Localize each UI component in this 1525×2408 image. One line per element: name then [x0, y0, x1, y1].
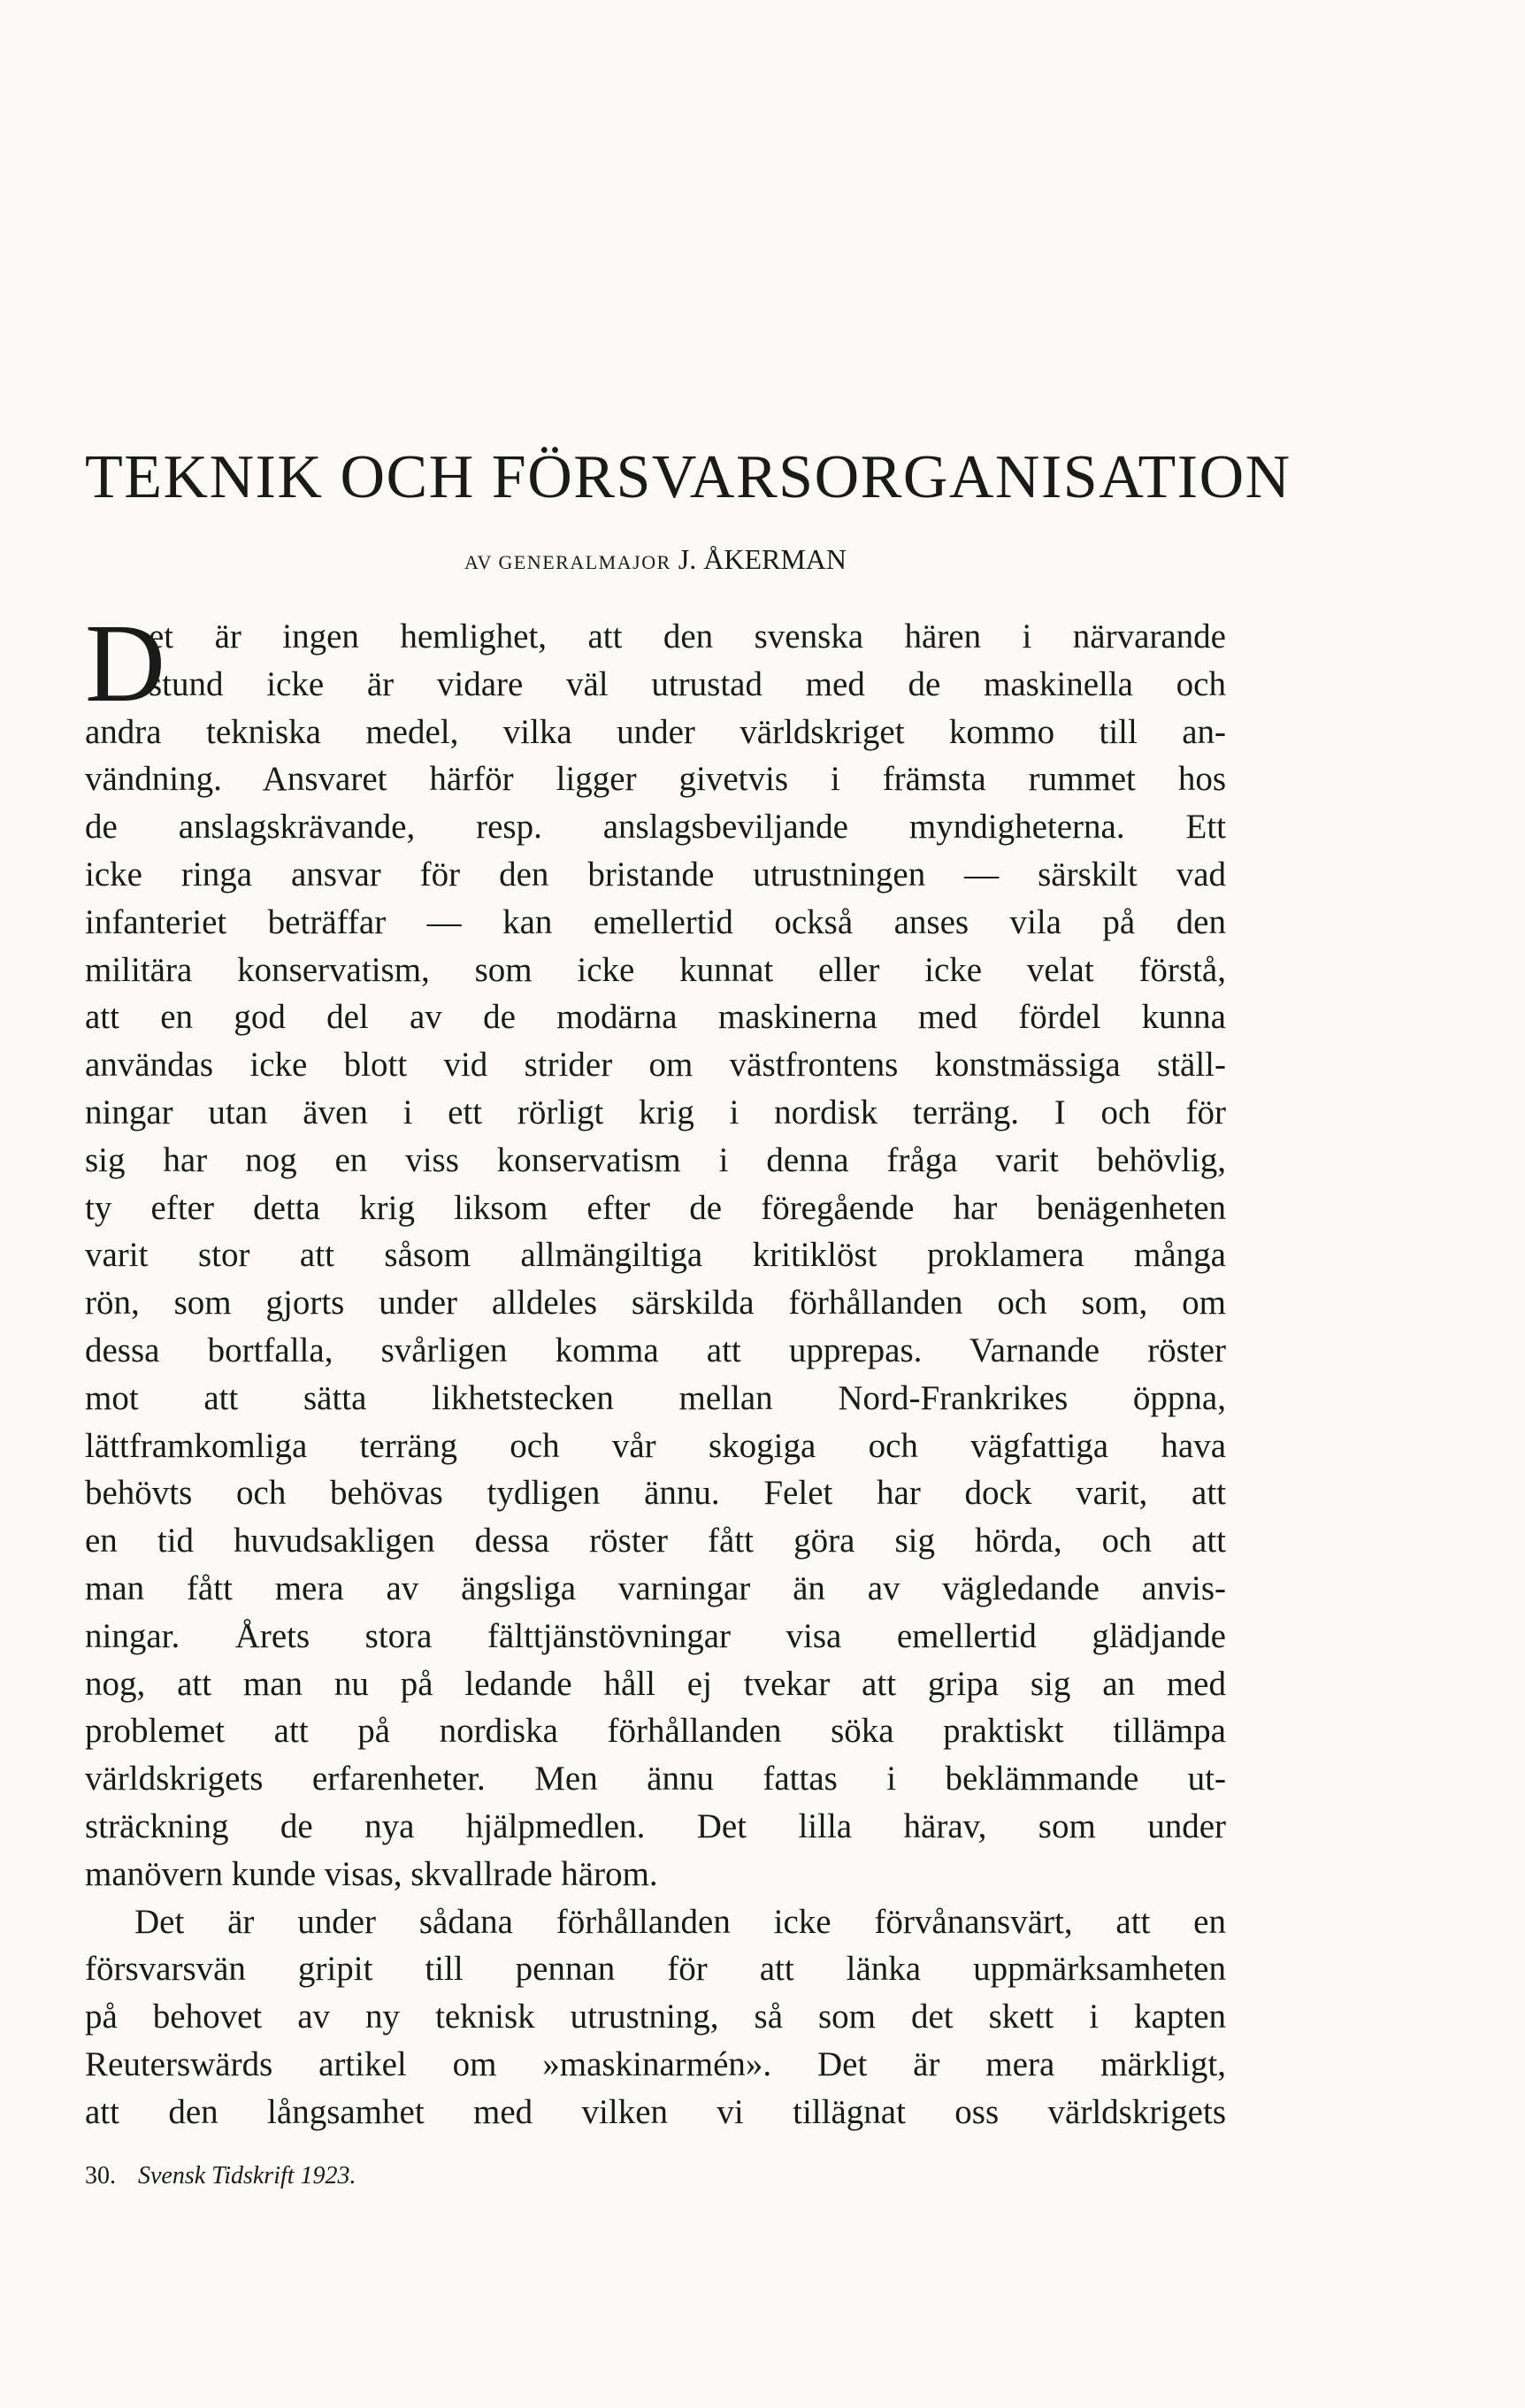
byline: [85, 541, 1226, 580]
text-line: de anslagskrävande, resp. anslagsbeviljande myndigheterna. Ett: [85, 808, 1226, 847]
text-line: Reuterswärds artikel om »maskinarmén». Det är mera märkligt,: [85, 2044, 1226, 2083]
text-line: manövern kunde visas, skvallrade härom.: [85, 1854, 658, 1893]
text-line: dessa bortfalla, svårligen komma att upprepas. Varnande röster: [85, 1331, 1226, 1369]
text-line: försvarsvän gripit till pennan för att länka uppmärksamheten: [85, 1950, 1226, 1989]
text-line: ningar utan även i ett rörligt krig i nordisk terräng. I och för: [85, 1093, 1226, 1131]
text-line: icke ringa ansvar för den bristande utrustningen — särskilt vad: [85, 855, 1226, 893]
text-line: en tid huvudsakligen dessa röster fått göra sig hörda, och att: [85, 1522, 1226, 1561]
text-line: stund icke är vidare väl utrustad med de maskinella och: [149, 664, 1226, 703]
text-line: behövts och behövas tydligen ännu. Felet har dock varit, att: [85, 1474, 1226, 1513]
text-line: rön, som gjorts under alldeles särskilda förhållanden och som, om: [85, 1284, 1226, 1323]
text-line: världskrigets erfarenheter. Men ännu fattas i beklämmande ut-: [85, 1760, 1226, 1798]
text-line: man fått mera av ängsliga varningar än av vägledande anvis-: [85, 1568, 1226, 1607]
journal-name: Svensk Tidskrift 1923.: [138, 2162, 356, 2189]
text-line: användas icke blott vid strider om västfrontens konstmässiga ställ-: [85, 1046, 1226, 1085]
text-line: lättframkomliga terräng och vår skogiga och vägfattiga hava: [85, 1426, 1226, 1465]
text-line: militära konservatism, som icke kunnat eller icke velat förstå,: [85, 950, 1226, 989]
text-line: ty efter detta krig liksom efter de föregående har benägenheten: [85, 1188, 1226, 1227]
article-body: [85, 602, 1226, 2136]
byline-author: J. ÅKERMAN: [678, 543, 847, 575]
text-line: ningar. Årets stora fälttjänstövningar visa emellertid glädjande: [85, 1616, 1226, 1655]
text-line: mot att sätta likhetstecken mellan Nord-Frankrikes öppna,: [85, 1378, 1226, 1417]
text-line: problemet att på nordiska förhållanden söka praktiskt tillämpa: [85, 1712, 1226, 1751]
text-line: nog, att man nu på ledande håll ej tvekar att gripa sig an med: [85, 1664, 1226, 1703]
page-footer: [85, 2159, 356, 2194]
article-title: TEKNIK OCH FÖRSVARSORGANISATION: [85, 443, 1291, 511]
text-line: att den långsamhet med vilken vi tillägnat oss världskrigets: [85, 2092, 1226, 2131]
text-line: andra tekniska medel, vilka under världskriget kommo till an-: [85, 712, 1226, 751]
text-line: infanteriet beträffar — kan emellertid också anses vila på den: [85, 902, 1226, 941]
text-line: vändning. Ansvaret härför ligger givetvis i främsta rummet hos: [85, 760, 1226, 799]
signature-number: 30.: [85, 2162, 116, 2189]
text-line: Det är under sådana förhållanden icke förvånansvärt, att en: [134, 1902, 1226, 1941]
byline-prefix: AV GENERALMAJOR: [464, 551, 671, 573]
text-line: et är ingen hemlighet, att den svenska hären i närvarande: [149, 617, 1226, 656]
drop-cap: D: [85, 602, 165, 725]
text-line: på behovet av ny teknisk utrustning, så som det skett i kapten: [85, 1998, 1226, 2036]
text-line: sträckning de nya hjälpmedlen. Det lilla härav, som under: [85, 1806, 1226, 1845]
text-line: att en god del av de modärna maskinerna med fördel kunna: [85, 998, 1226, 1037]
text-line: sig har nog en viss konservatism i denna fråga varit behövlig,: [85, 1140, 1226, 1179]
text-line: varit stor att såsom allmängiltiga kritiklöst proklamera många: [85, 1236, 1226, 1275]
